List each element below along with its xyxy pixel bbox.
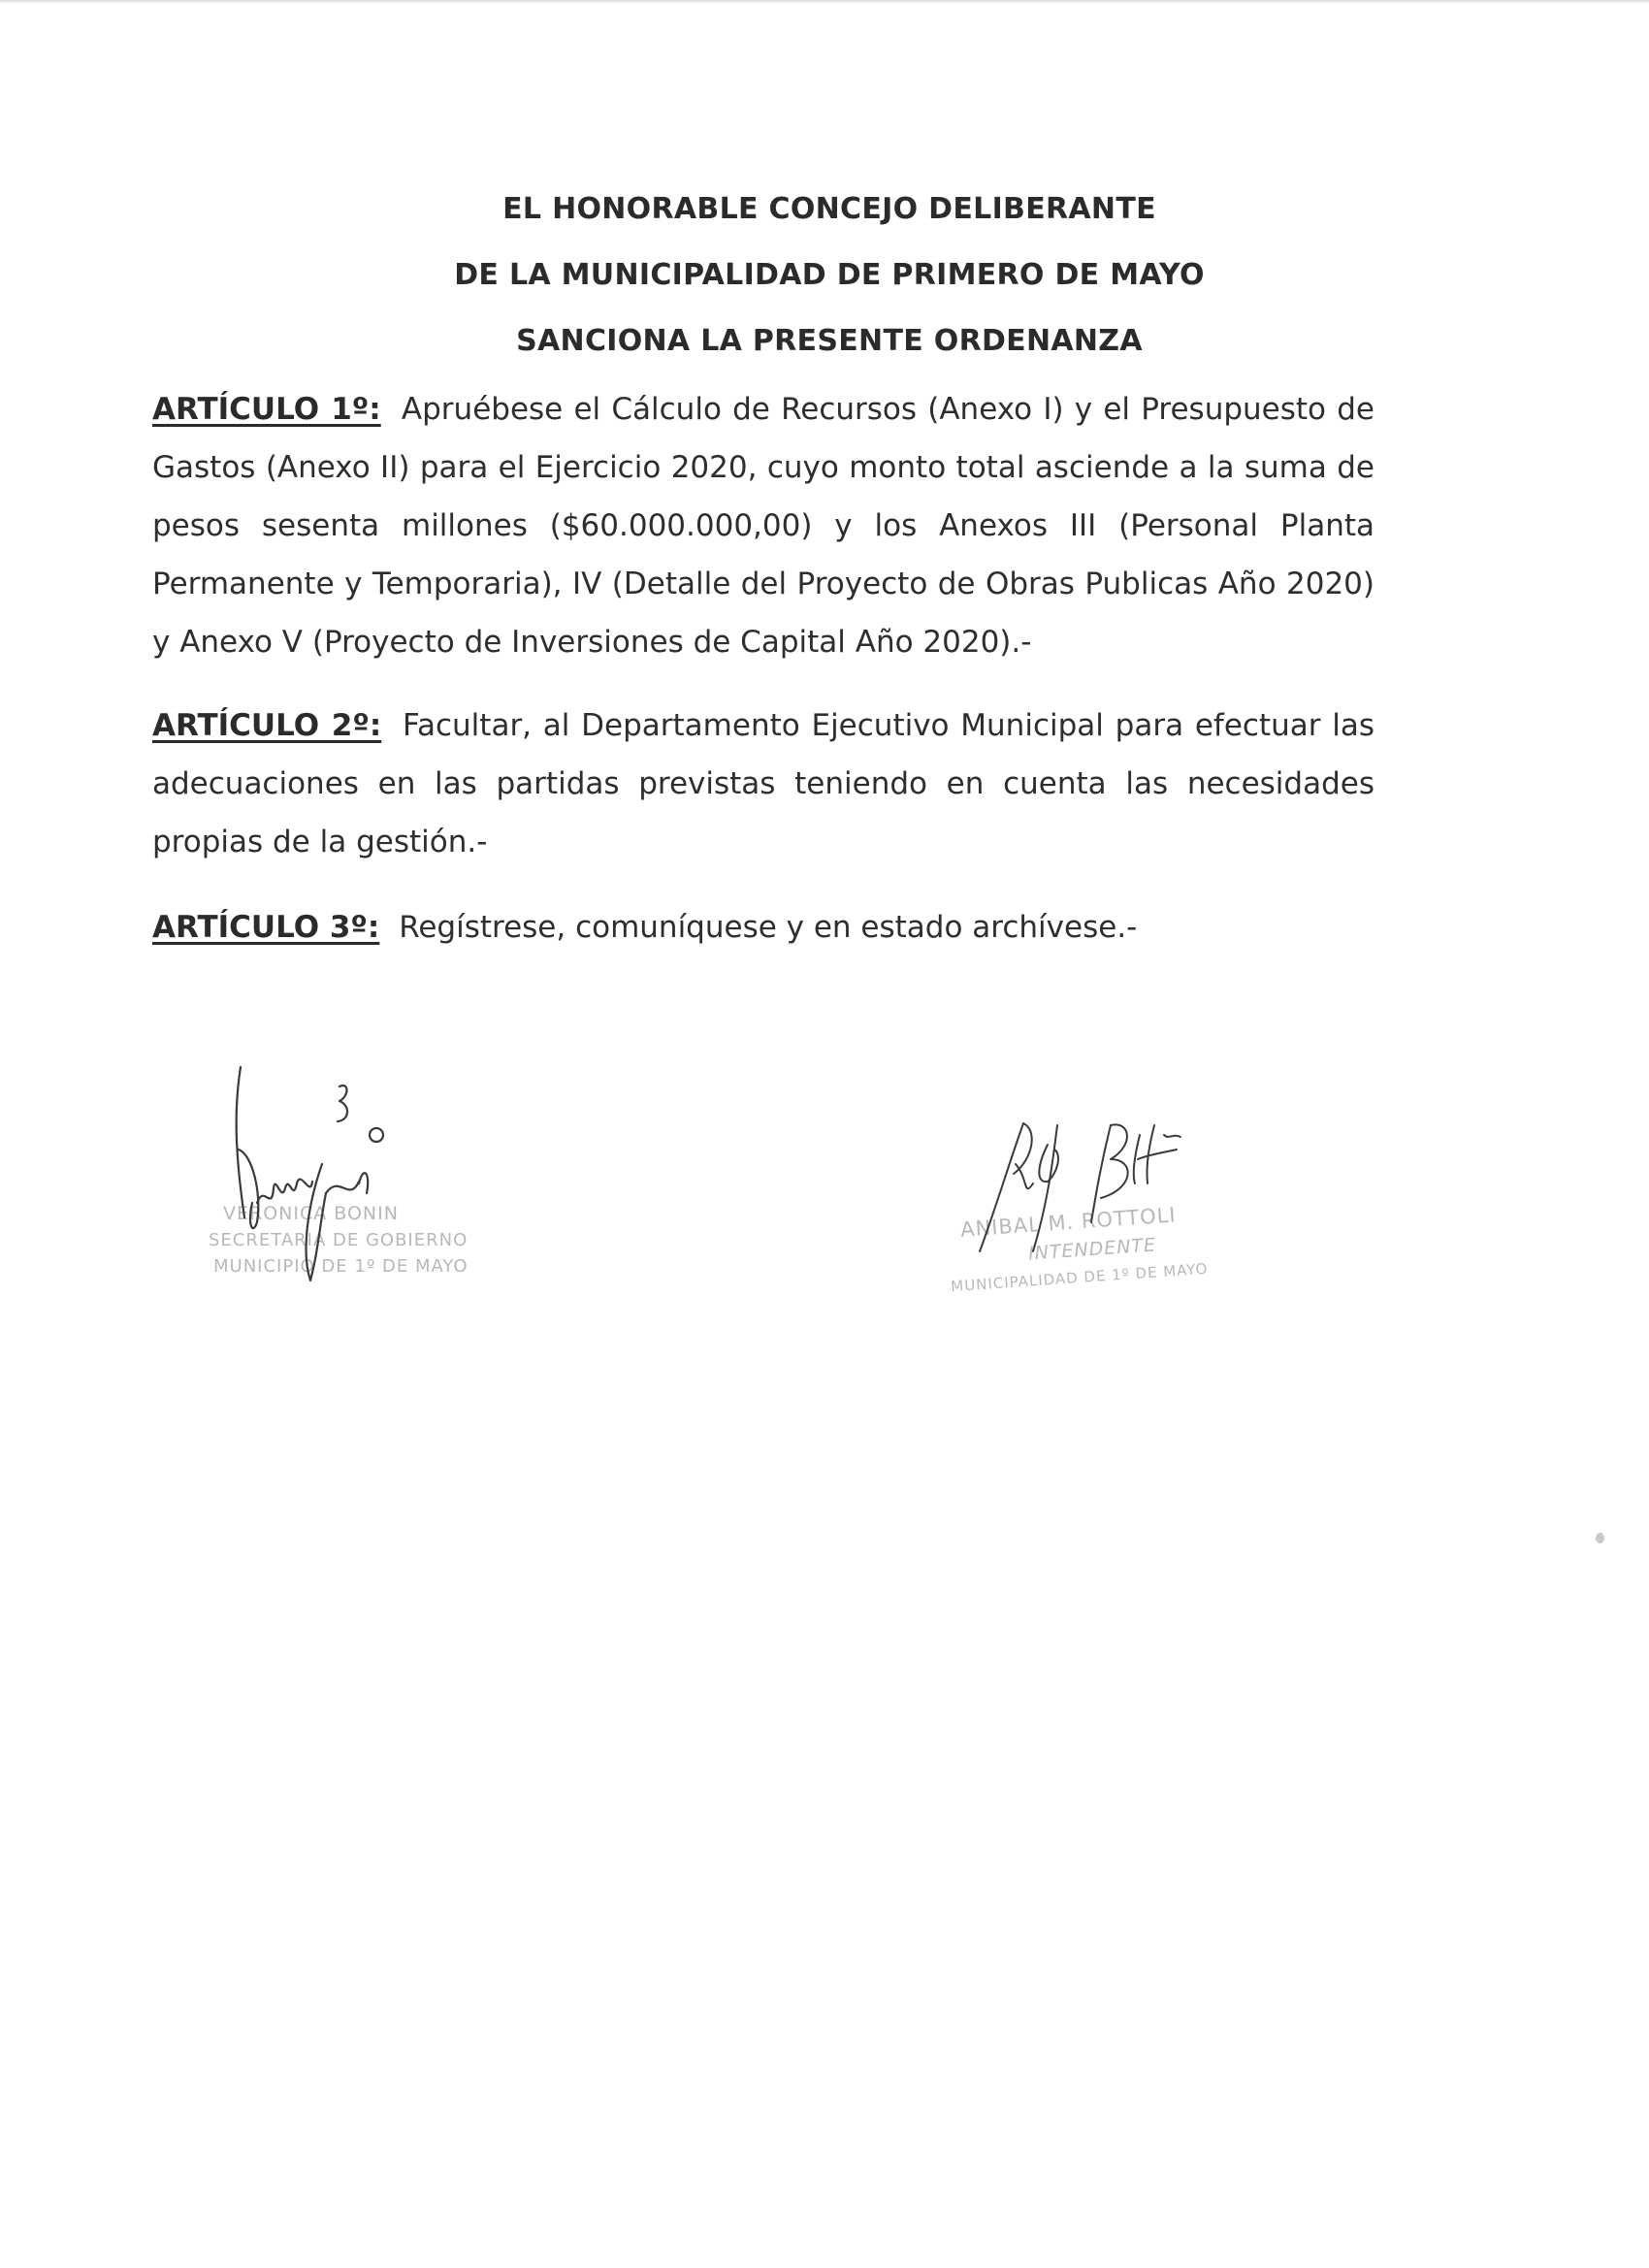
- right-stamp-line-2: INTENDENTE: [1027, 1234, 1157, 1265]
- article-2-label: ARTÍCULO 2º:: [152, 708, 382, 743]
- article-3: [152, 898, 1374, 956]
- heading-line-2: DE LA MUNICIPALIDAD DE PRIMERO DE MAYO: [454, 258, 1205, 292]
- right-signature-scribble: [955, 1106, 1237, 1319]
- right-stamp-line-3: MUNICIPALIDAD DE 1º DE MAYO: [950, 1259, 1209, 1296]
- article-2-text: Facultar, al Departamento Ejecutivo Municipal para efectuar las adecuaciones en las partidas previstas teniendo en cuenta las necesidades propias de la gestión.-: [152, 708, 1374, 859]
- article-3-text: Regístrese, comuníquese y en estado archívese.-: [399, 910, 1138, 945]
- heading-line-1: EL HONORABLE CONCEJO DELIBERANTE: [502, 192, 1156, 226]
- left-stamp-line-1: VERONICA BONIN: [223, 1203, 399, 1224]
- article-1-text: Apruébese el Cálculo de Recursos (Anexo I) y el Presupuesto de Gastos (Anexo II) para el Ejercicio 2020, cuyo monto total asciende a la suma de pesos sesenta millones ($60.000.000,00) y los Anexos III (Personal Planta Permanente y Temporaria), IV (Detalle del Proyecto de Obras Publicas Año 2020) y Anexo V (Proyecto de Inversiones de Capital Año 2020).-: [152, 392, 1374, 660]
- scan-top-edge: [0, 0, 1649, 4]
- signature-left: [204, 1057, 475, 1310]
- left-signature-scribble: [204, 1057, 475, 1310]
- article-1-label: ARTÍCULO 1º:: [152, 392, 381, 427]
- article-1: [152, 380, 1374, 671]
- heading-line-3: SANCIONA LA PRESENTE ORDENANZA: [516, 324, 1143, 358]
- left-stamp-line-3: MUNICIPIO DE 1º DE MAYO: [213, 1256, 469, 1277]
- right-stamp-line-1: ANIBAL M. ROTTOLI: [959, 1203, 1178, 1242]
- article-3-label: ARTÍCULO 3º:: [152, 910, 380, 945]
- left-stamp-line-2: SECRETARIA DE GOBIERNO: [209, 1230, 469, 1250]
- scan-speck: [1596, 1533, 1604, 1543]
- article-2: [152, 697, 1374, 871]
- signature-right: [950, 1106, 1237, 1319]
